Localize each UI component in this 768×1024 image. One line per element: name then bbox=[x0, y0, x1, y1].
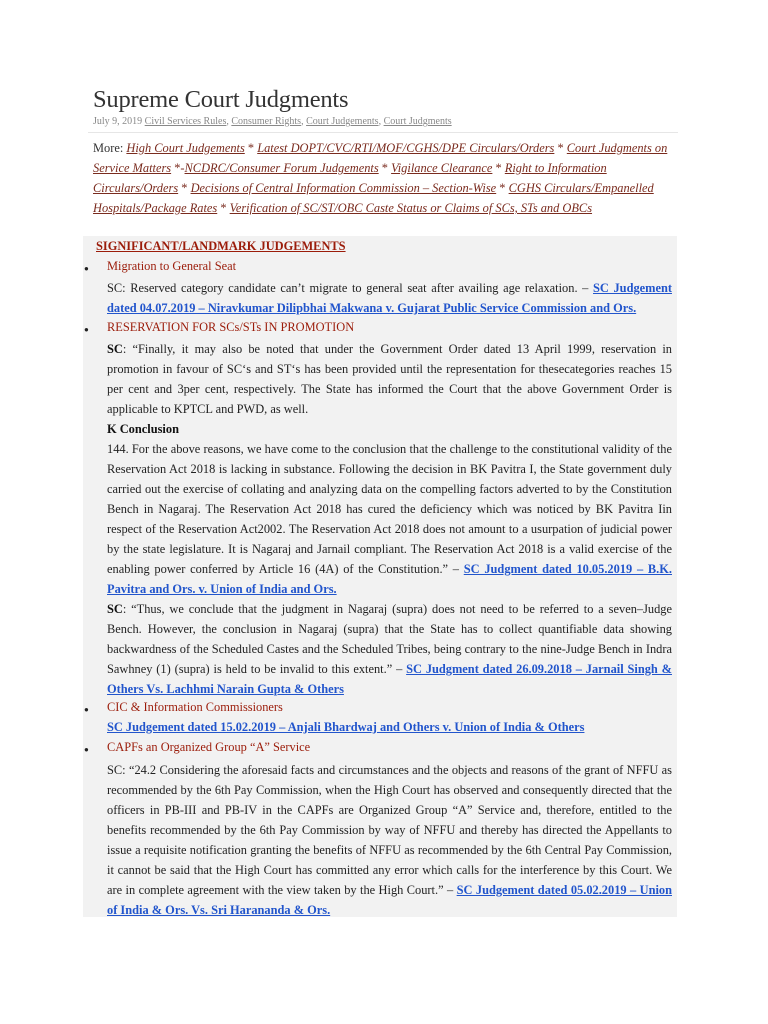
judgement-text bbox=[107, 599, 672, 699]
judgement-link[interactable]: SC Judgement dated 04.07.2019 – Niravkumar Dilipbhai Makwana v. Gujarat Public Service Commission and Ors. bbox=[107, 281, 672, 315]
more-links: More: High Court Judgements * Latest DOPT/CVC/RTI/MOF/CGHS/DPE Circulars/Orders * Court Judgments on Service Matters *-NCDRC/Consumer Forum Judgements * Vigilance Clearance * Right to Information Circulars/Orders * Decisions of Central Information Commission – Section-Wise * CGHS Circulars/Empanelled Hospitals/Package Rates * Verification of SC/ST/OBC Caste Status or Claims of SCs, STs and OBCs bbox=[93, 141, 668, 215]
bullet: ● bbox=[84, 264, 89, 273]
sc-prefix: SC bbox=[107, 602, 123, 616]
judgement-link[interactable]: SC Judgment dated 10.05.2019 – B.K. Pavitra and Ors. v. Union of India and Ors. bbox=[107, 562, 672, 596]
judgement-quote: : “Thus, we conclude that the judgment in Nagaraj (supra) does not need to be referred to a seven–Judge Bench. However, the conclusion in Nagaraj (supra) that the State has to collect quantifiable data showing backwardness of the Scheduled Castes and the Scheduled Tribes, being contrary to the nine-Judge Bench in Indra Sawhney (1) (supra) is held to be invalid to this extent.” – bbox=[107, 602, 672, 676]
item-capfs-body bbox=[107, 760, 672, 920]
category-link[interactable]: Consumer Rights bbox=[231, 116, 302, 127]
judgement-link[interactable]: SC Judgment dated 26.09.2018 – Jarnail Singh & Others Vs. Lachhmi Narain Gupta & Others bbox=[107, 662, 672, 696]
judgement-link[interactable]: SC Judgement dated 05.02.2019 – Union of India & Ors. Vs. Sri Harananda & Ors. bbox=[107, 883, 672, 917]
more-link[interactable]: Vigilance Clearance bbox=[391, 161, 493, 175]
judgement-text bbox=[107, 760, 672, 920]
post-date: July 9, 2019 bbox=[93, 116, 143, 127]
conclusion-heading: K Conclusion bbox=[107, 422, 179, 436]
judgement-quote: SC: “24.2 Considering the aforesaid facts and circumstances and the objects and reasons of the grant of NFFU as recommended by the 6th Pay Commission, when the High Court has observed and consequently directed that the officers in PB-III and PB-IV in the CAPFs are Organized Group “A” Service and, therefore, entitled to the benefits recommended by the 6th Pay Commission by way of NFFU and thereby has directed the Appellants to issue a requisite notification granting the benefits of NFFU as recommended by the 6th Central Pay Commission, it cannot be said that the High Court has committed any error which calls for the interference by this Court. We are in complete agreement with the view taken by the High Court.” – bbox=[107, 763, 672, 897]
item-migration-body bbox=[107, 278, 672, 318]
section-heading: SIGNIFICANT/LANDMARK JUDGEMENTS bbox=[96, 239, 346, 253]
category-capfs: CAPFs an Organized Group “A” Service bbox=[107, 740, 311, 754]
category-reservation: RESERVATION FOR SCs/STs IN PROMOTION bbox=[107, 320, 355, 334]
category-link[interactable]: Civil Services Rules bbox=[144, 116, 227, 127]
more-label: More: bbox=[93, 141, 124, 155]
bullet: ● bbox=[84, 705, 89, 714]
judgement-text bbox=[107, 439, 672, 599]
more-link[interactable]: Court Judgments on Service Matters bbox=[93, 141, 668, 175]
judgement-quote: : “Finally, it may also be noted that under the Government Order dated 13 April 1999, reservation in promotion in favour of SC‘s and ST‘s has been provided until the representation for thesecategories reaches 15 per cent and 3per cent, respectively. The State has informed the Court that the above Government Order is applicable to KPTCL and PWD, as well. bbox=[107, 342, 672, 416]
category-link[interactable]: Court Judgments bbox=[383, 116, 452, 127]
category-migration: Migration to General Seat bbox=[107, 259, 237, 273]
more-link[interactable]: High Court Judgements bbox=[126, 141, 245, 155]
more-link[interactable]: NCDRC/Consumer Forum Judgements bbox=[184, 161, 379, 175]
judgement-text bbox=[107, 278, 672, 318]
more-link[interactable]: Latest DOPT/CVC/RTI/MOF/CGHS/DPE Circulars/Orders bbox=[257, 141, 555, 155]
item-reservation-body bbox=[107, 339, 672, 699]
post-meta: July 9, 2019 Civil Services Rules, Consumer Rights, Court Judgements, Court Judgments bbox=[93, 116, 452, 127]
more-link[interactable]: Right to Information Circulars/Orders bbox=[93, 161, 607, 195]
more-link[interactable]: CGHS Circulars/Empanelled Hospitals/Package Rates bbox=[93, 181, 654, 215]
title-divider bbox=[88, 132, 678, 133]
more-link[interactable]: Verification of SC/ST/OBC Caste Status or Claims of SCs, STs and OBCs bbox=[229, 201, 593, 215]
judgement-text bbox=[107, 339, 672, 419]
judgement-link[interactable]: SC Judgement dated 15.02.2019 – Anjali Bhardwaj and Others v. Union of India & Others bbox=[107, 720, 585, 734]
judgement-summary: SC: Reserved category candidate can’t migrate to general seat after availing age relaxation. – bbox=[107, 281, 589, 295]
judgement-quote: 144. For the above reasons, we have come to the conclusion that the challenge to the constitutional validity of the Reservation Act 2018 is lacking in substance. Following the decision in BK Pavitra I, the State government duly carried out the exercise of collating and analyzing data on the compelling factors adverted to by the Constitution Bench in Nagaraj. The Reservation Act 2018 has cured the deficiency which was noticed by BK Pavitra Iin respect of the Reservation Act2002. The Reservation Act 2018 does not amount to a usurpation of judicial power by the state legislature. It is Nagaraj and Jarnail compliant. The Reservation Act 2018 is a valid exercise of the enabling power conferred by Article 16 (4A) of the Constitution.” – bbox=[107, 442, 672, 576]
more-link[interactable]: Decisions of Central Information Commission – Section-Wise bbox=[190, 181, 497, 195]
category-link[interactable]: Court Judgements bbox=[306, 116, 379, 127]
page-title: Supreme Court Judgments bbox=[93, 86, 349, 113]
category-cic: CIC & Information Commissioners bbox=[107, 700, 283, 714]
bullet: ● bbox=[84, 745, 89, 754]
bullet: ● bbox=[84, 325, 89, 334]
sc-prefix: SC bbox=[107, 342, 123, 356]
